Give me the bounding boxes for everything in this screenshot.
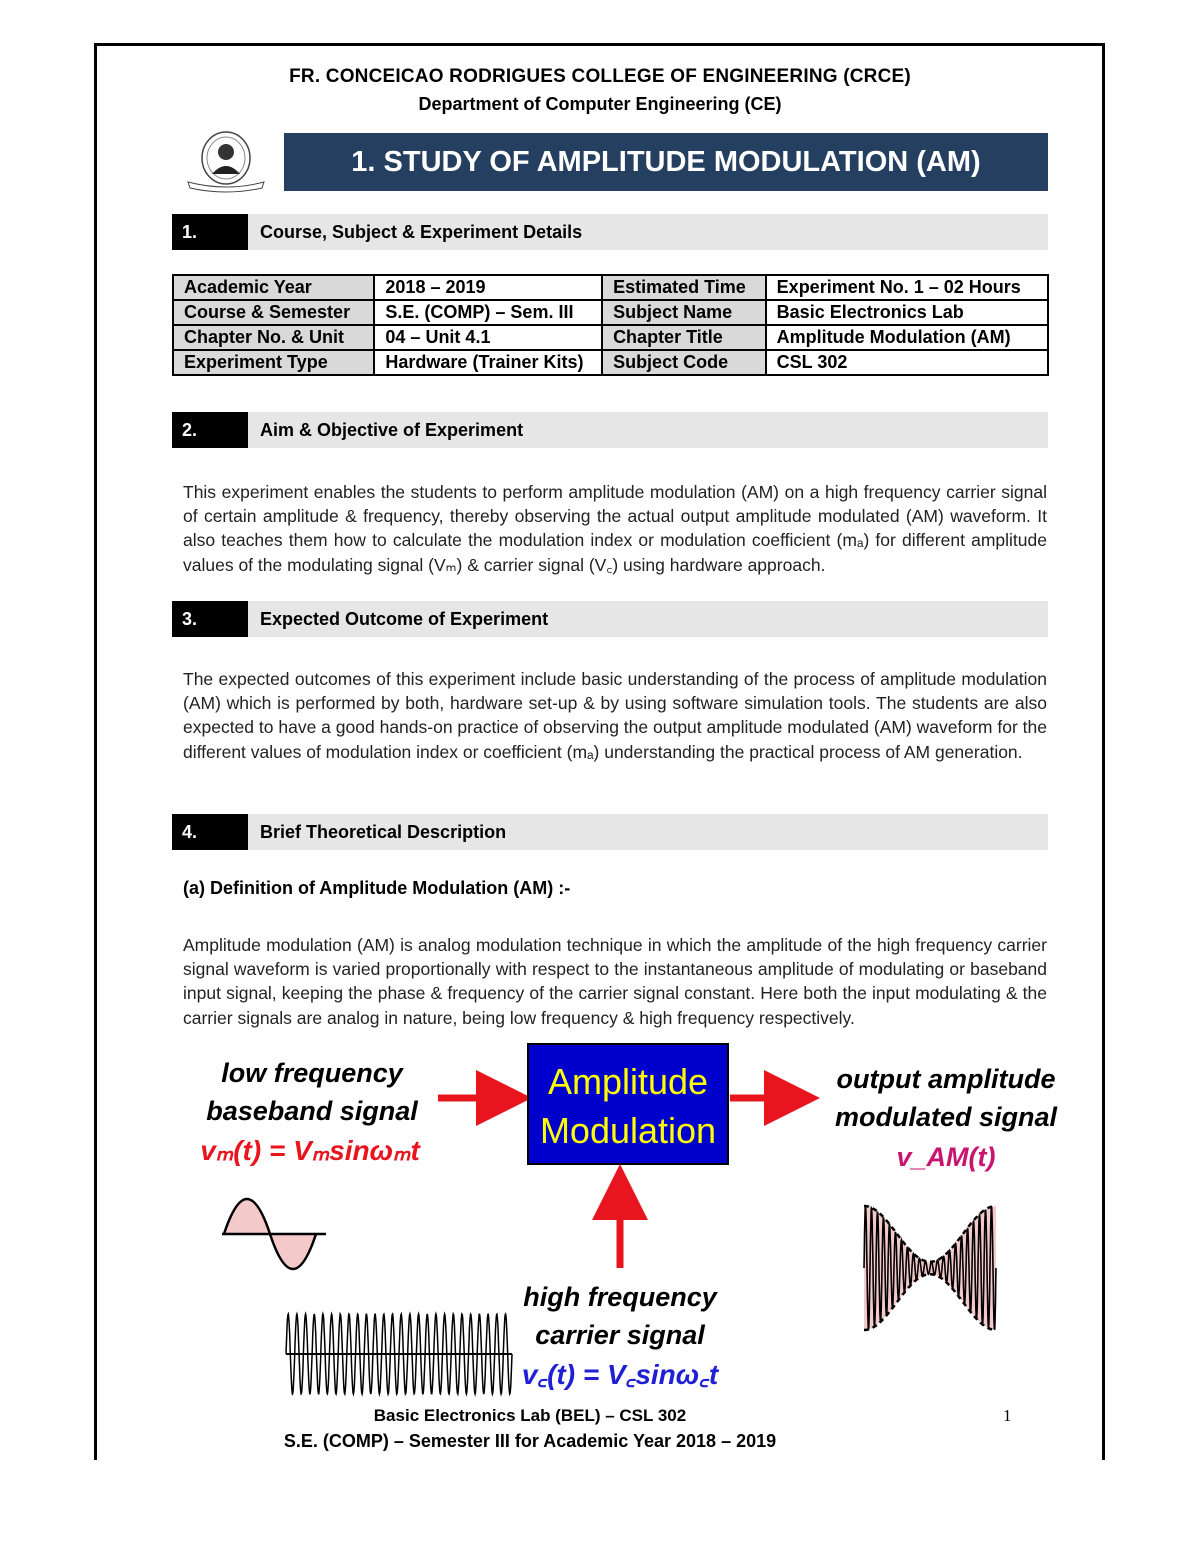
am-block-diagram bbox=[200, 1040, 1080, 1400]
section-1-header bbox=[172, 214, 1048, 250]
table-cell: 2018 – 2019 bbox=[374, 275, 602, 300]
page-title: 1. STUDY OF AMPLITUDE MODULATION (AM) bbox=[284, 133, 1048, 191]
page-number: 1 bbox=[1003, 1406, 1012, 1425]
modulator-label-line2: Modulation bbox=[539, 1110, 717, 1151]
section-number: 1. bbox=[172, 214, 248, 250]
table-row bbox=[173, 275, 1048, 300]
aim-paragraph: This experiment enables the students to perform amplitude modulation (AM) on a high frequency carrier signal of certain amplitude & frequency, thereby observing the actual output amplitude modulated (AM) waveform. It also teaches them how to calculate the modulation index or modulation coefficient (mₐ) for different amplitude values of the modulating signal (Vₘ) & carrier signal (V꜀) using hardware approach. bbox=[183, 482, 1047, 575]
table-cell: CSL 302 bbox=[766, 350, 1048, 375]
modulator-label-line1: Amplitude bbox=[547, 1061, 709, 1102]
output-formula: v_AM(t) bbox=[896, 1142, 996, 1172]
table-cell: Experiment Type bbox=[173, 350, 374, 375]
table-cell: Subject Code bbox=[602, 350, 766, 375]
section-number: 4. bbox=[172, 814, 248, 850]
college-name: FR. CONCEICAO RODRIGUES COLLEGE OF ENGINEERING (CRCE) bbox=[289, 66, 911, 87]
table-cell: Chapter Title bbox=[602, 325, 766, 350]
table-cell: Hardware (Trainer Kits) bbox=[374, 350, 602, 375]
table-cell: Basic Electronics Lab bbox=[766, 300, 1048, 325]
output-label-line2: modulated signal bbox=[834, 1102, 1058, 1132]
page-border-right bbox=[1102, 43, 1105, 1460]
theory-paragraph: Amplitude modulation (AM) is analog modulation technique in which the amplitude of the high frequency carrier signal waveform is varied proportionally with respect to the instantaneous amplitude of modulating or baseband input signal, keeping the phase & frequency of the carrier signal constant. Here both the input modulating & the carrier signals are analog in nature, being low frequency & high frequency respectively. bbox=[183, 935, 1047, 1028]
table-row bbox=[173, 325, 1048, 350]
table-row bbox=[173, 300, 1048, 325]
carrier-label-line2: carrier signal bbox=[535, 1320, 705, 1350]
section-4-header bbox=[172, 814, 1048, 850]
table-cell: Course & Semester bbox=[173, 300, 374, 325]
section-title: Course, Subject & Experiment Details bbox=[260, 222, 583, 242]
table-cell: Chapter No. & Unit bbox=[173, 325, 374, 350]
table-cell: Academic Year bbox=[173, 275, 374, 300]
section-2-header bbox=[172, 412, 1048, 448]
table-cell: Subject Name bbox=[602, 300, 766, 325]
baseband-label-line1: low frequency bbox=[221, 1058, 403, 1088]
college-logo bbox=[184, 128, 268, 194]
section-title: Aim & Objective of Experiment bbox=[260, 420, 524, 440]
outcome-paragraph: The expected outcomes of this experiment include basic understanding of the process of amplitude modulation (AM) which is performed by both, hardware set-up & by using software simulation tools. The students are also expected to have a good hands-on practice of observing the output amplitude modulated (AM) waveform for the different values of modulation index or coefficient (mₐ) understanding the practical process of AM generation. bbox=[183, 669, 1047, 762]
table-cell: 04 – Unit 4.1 bbox=[374, 325, 602, 350]
section-number: 3. bbox=[172, 601, 248, 637]
baseband-formula: vₘ(t) = Vₘsinωₘt bbox=[200, 1135, 420, 1166]
baseband-label-line2: baseband signal bbox=[206, 1096, 418, 1126]
footer-semester: S.E. (COMP) – Semester III for Academic Year 2018 – 2019 bbox=[283, 1431, 777, 1451]
experiment-details-table bbox=[172, 274, 1049, 376]
table-cell: Experiment No. 1 – 02 Hours bbox=[766, 275, 1048, 300]
carrier-label-line1: high frequency bbox=[523, 1282, 717, 1312]
table-cell: Amplitude Modulation (AM) bbox=[766, 325, 1048, 350]
page-border-left bbox=[94, 43, 97, 1460]
table-row bbox=[173, 350, 1048, 375]
output-label-line1: output amplitude bbox=[836, 1064, 1056, 1094]
section-title: Brief Theoretical Description bbox=[260, 822, 507, 842]
footer-course: Basic Electronics Lab (BEL) – CSL 302 bbox=[373, 1406, 687, 1425]
carrier-formula: v꜀(t) = V꜀sinω꜀t bbox=[521, 1359, 719, 1390]
carrier-waveform bbox=[286, 1314, 512, 1394]
department-name: Department of Computer Engineering (CE) bbox=[418, 94, 782, 114]
section-3-header bbox=[172, 601, 1048, 637]
table-cell: Estimated Time bbox=[602, 275, 766, 300]
theory-subheading: (a) Definition of Amplitude Modulation (AM) :- bbox=[183, 878, 571, 898]
baseband-sine-wave bbox=[222, 1199, 326, 1269]
table-cell: S.E. (COMP) – Sem. III bbox=[374, 300, 602, 325]
section-title: Expected Outcome of Experiment bbox=[260, 609, 549, 629]
section-number: 2. bbox=[172, 412, 248, 448]
am-output-waveform bbox=[864, 1206, 996, 1330]
page-border-top bbox=[95, 43, 1105, 46]
